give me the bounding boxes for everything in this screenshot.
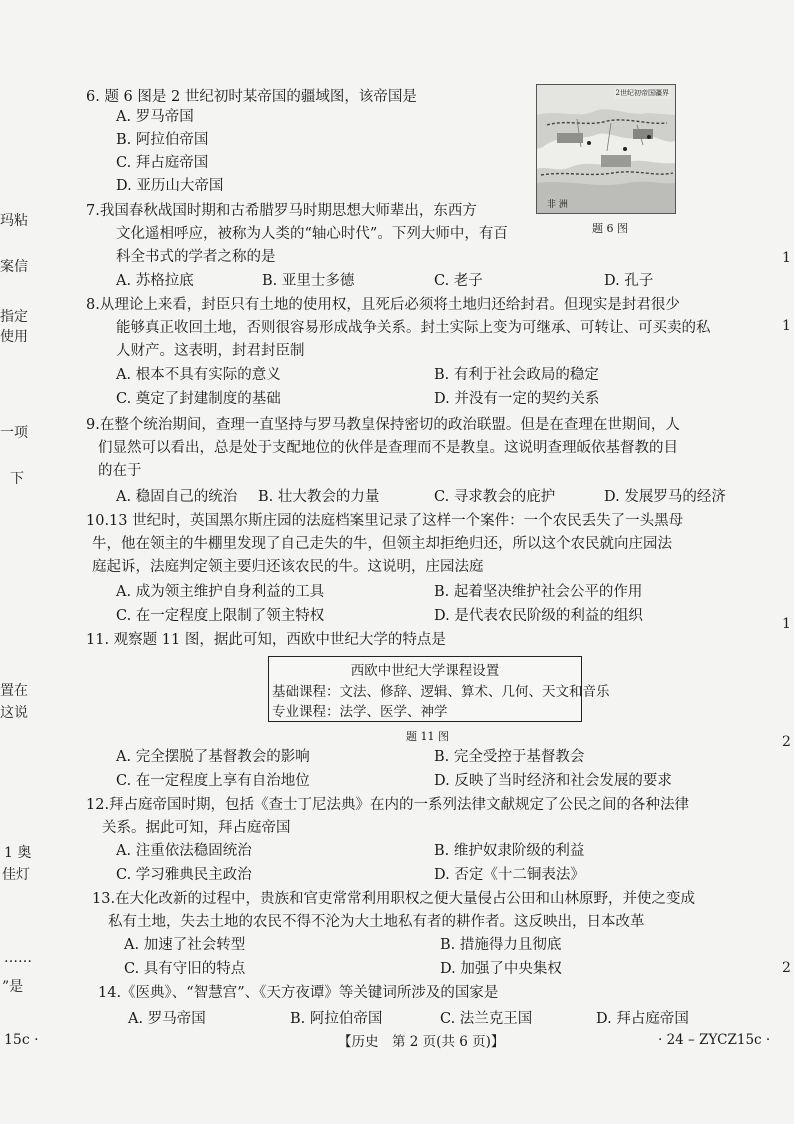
margin-left-text: 一项 [0, 425, 28, 441]
q9-option: B. 壮大教会的力量 [258, 489, 380, 505]
q8-option: C. 奠定了封建制度的基础 [116, 391, 281, 407]
q8-line: 人财产。这表明，封君封臣制 [116, 343, 305, 359]
q6-stem: 6. 题 6 图是 2 世纪初时某帝国的疆域图，该帝国是 [86, 89, 417, 105]
q12-option: A. 注重依法稳固统治 [116, 843, 252, 859]
q8-option: A. 根本不具有实际的意义 [116, 367, 281, 383]
course-table-basic: 基础课程：文法、修辞、逻辑、算术、几何、天文和音乐 [272, 684, 610, 700]
q8-option: B. 有利于社会政局的稳定 [434, 367, 599, 383]
q9-option: C. 寻求教会的庇护 [434, 489, 556, 505]
q6-caption: 题 6 图 [592, 222, 628, 235]
margin-left-text: 指定 [0, 309, 28, 325]
q9-option: A. 稳固自己的统治 [116, 489, 238, 505]
q10-option: C. 在一定程度上限制了领主特权 [116, 608, 325, 624]
q13-option: B. 措施得力且彻底 [440, 937, 562, 953]
empire-map-image [537, 85, 675, 213]
q10-line: 10.13 世纪时，英国黑尔斯庄园的法庭档案里记录了这样一个案件：一个农民丢失了一头黑母 [86, 513, 684, 529]
q12-line: 12.拜占庭帝国时期，包括《查士丁尼法典》在内的一系列法律文献规定了公民之间的各种法律 [86, 797, 690, 813]
page-footer-number: 【历史 第 2 页(共 6 页)】 [338, 1034, 505, 1050]
q7-option: A. 苏格拉底 [116, 273, 194, 289]
q14-option: B. 阿拉伯帝国 [290, 1011, 383, 1027]
q9-line: 9.在整个统治期间，查理一直坚持与罗马教皇保持密切的政治联盟。但是在查理在世期间，人 [86, 417, 680, 433]
margin-left-text: 1 奥 [4, 845, 32, 861]
q10-line: 庭起诉，法庭判定领主要归还该农民的牛。这说明，庄园法庭 [92, 559, 484, 575]
margin-right-text: 1 [782, 616, 791, 632]
margin-left-text: …… [4, 950, 32, 966]
q8-line: 能够真正收回土地，否则很容易形成战争关系。封土实际上变为可继承、可转让、可买卖的私 [116, 320, 711, 336]
q11-option: D. 反映了当时经济和社会发展的要求 [434, 773, 672, 789]
q13-option: D. 加强了中央集权 [440, 961, 562, 977]
q6-map [536, 84, 676, 214]
q7-option: B. 亚里士多德 [262, 273, 355, 289]
q10-option: D. 是代表农民阶级的利益的组织 [434, 608, 643, 624]
q6-option: C. 拜占庭帝国 [116, 155, 209, 171]
q11-stem: 11. 观察题 11 图，据此可知，西欧中世纪大学的特点是 [86, 632, 446, 648]
course-table-major: 专业课程：法学、医学、神学 [272, 704, 448, 720]
q10-line: 牛，他在领主的牛棚里发现了自己走失的牛，但领主却拒绝归还，所以这个农民就向庄园法 [92, 536, 672, 552]
q10-option: B. 起着坚决维护社会公平的作用 [434, 584, 643, 600]
q8-option: D. 并没有一定的契约关系 [434, 391, 600, 407]
margin-right-text: 2 [782, 960, 791, 976]
q10-option: A. 成为领主维护自身利益的工具 [116, 584, 325, 600]
q9-line: 的在于 [98, 463, 142, 479]
margin-left-text: 案信 [0, 259, 28, 275]
margin-left-text: 15c · [4, 1032, 39, 1048]
q8-line: 8.从理论上来看，封臣只有土地的使用权，且死后必须将土地归还给封君。但现实是封君很少 [86, 297, 680, 313]
margin-left-text: 置在 [0, 683, 28, 699]
map-legend: 2世纪初帝国疆界 [615, 89, 669, 97]
q9-option: D. 发展罗马的经济 [604, 489, 726, 505]
q7-line: 文化遥相呼应，被称为人类的“轴心时代”。下列大师中，有百 [116, 226, 508, 242]
map-label: 非 洲 [547, 200, 568, 210]
margin-left-text: 这说 [0, 705, 28, 721]
q7-line: 科全书式的学者之称的是 [116, 249, 276, 265]
q14-stem: 14.《医典》、“智慧宫”、《天方夜谭》等关键词所涉及的国家是 [98, 985, 499, 1001]
margin-left-text: ”是 [2, 979, 24, 995]
margin-right-text: 1 [782, 250, 791, 266]
q12-option: B. 维护奴隶阶级的利益 [434, 843, 585, 859]
margin-right-text: 2 [782, 734, 791, 750]
q13-option: A. 加速了社会转型 [124, 937, 246, 953]
q14-option: C. 法兰克王国 [440, 1011, 533, 1027]
q12-option: D. 否定《十二铜表法》 [434, 867, 585, 883]
margin-left-text: 下 [10, 471, 24, 487]
margin-right-text: 1 [782, 318, 791, 334]
q12-line: 关系。据此可知，拜占庭帝国 [102, 820, 291, 836]
q12-option: C. 学习雅典民主政治 [116, 867, 252, 883]
margin-left-text: 使用 [0, 329, 28, 345]
q6-option: D. 亚历山大帝国 [116, 178, 224, 194]
q11-option: A. 完全摆脱了基督教会的影响 [116, 749, 310, 765]
q11-course-table [268, 656, 610, 722]
q11-option: C. 在一定程度上享有自治地位 [116, 773, 310, 789]
q14-option: A. 罗马帝国 [128, 1011, 206, 1027]
q11-option: B. 完全受控于基督教会 [434, 749, 585, 765]
q9-line: 们显然可以看出，总是处于支配地位的伙伴是查理而不是教皇。这说明查理皈依基督教的目 [98, 440, 678, 456]
q7-line: 7.我国春秋战国时期和古希腊罗马时期思想大师辈出，东西方 [86, 203, 477, 219]
q11-caption: 题 11 图 [406, 730, 449, 743]
q7-option: D. 孔子 [604, 273, 654, 289]
margin-left-text: 玛粘 [0, 213, 28, 229]
course-table-title: 西欧中世纪大学课程设置 [350, 663, 500, 679]
q14-option: D. 拜占庭帝国 [596, 1011, 689, 1027]
q13-line: 13.在大化改新的过程中，贵族和官吏常常利用职权之便大量侵占公田和山林原野，并使之变成 [92, 891, 696, 907]
q13-option: C. 具有守旧的特点 [124, 961, 246, 977]
q6-option: B. 阿拉伯帝国 [116, 132, 209, 148]
q7-option: C. 老子 [434, 273, 483, 289]
q6-option: A. 罗马帝国 [116, 109, 194, 125]
page-footer-code: · 24 – ZYCZ15c · [658, 1032, 771, 1048]
q13-line: 私有土地，失去土地的农民不得不沦为大土地私有者的耕作者。这反映出，日本改革 [108, 914, 645, 930]
margin-left-text: 佳灯 [2, 867, 30, 883]
